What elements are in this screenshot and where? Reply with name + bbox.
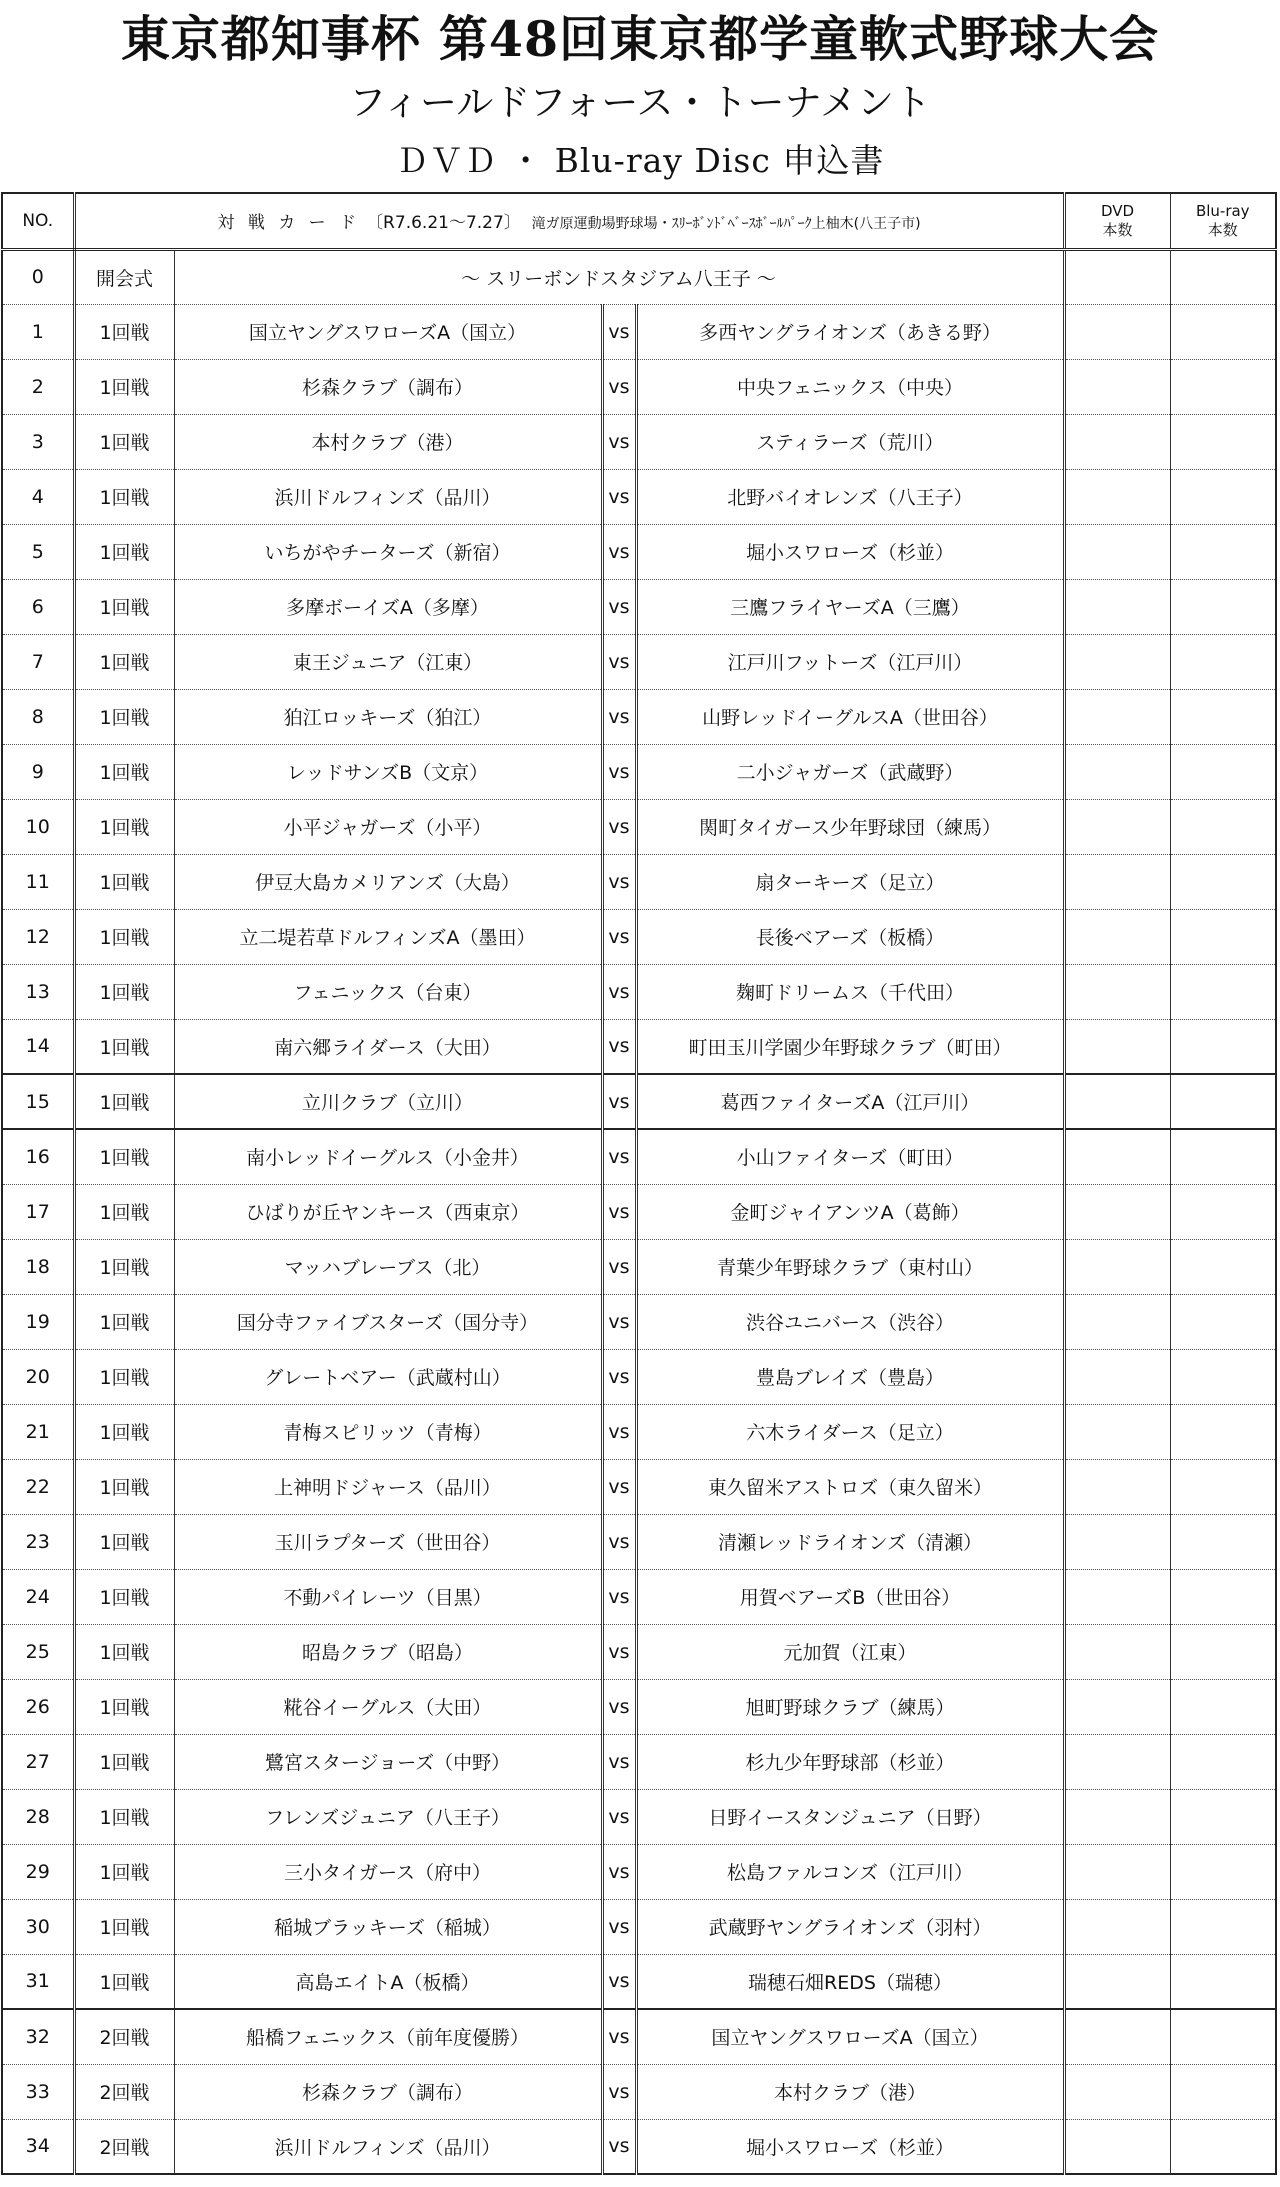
dvd-quantity-cell[interactable]	[1064, 1129, 1170, 1184]
match-row	[2, 689, 1276, 744]
home-team: 浜川ドルフィンズ（品川）	[174, 2119, 602, 2174]
row-number: 11	[2, 854, 74, 909]
home-team: マッハブレーブス（北）	[174, 1239, 602, 1294]
vs-label: vs	[602, 909, 636, 964]
vs-label: vs	[602, 1074, 636, 1129]
bluray-quantity-cell[interactable]	[1170, 1404, 1276, 1459]
dvd-quantity-cell[interactable]	[1064, 469, 1170, 524]
match-row	[2, 1129, 1276, 1184]
home-team: 小平ジャガーズ（小平）	[174, 799, 602, 854]
row-number: 1	[2, 304, 74, 359]
away-team: 用賀ベアーズB（世田谷）	[636, 1569, 1064, 1624]
home-team: 高島エイトA（板橋）	[174, 1954, 602, 2009]
home-team: 糀谷イーグルス（大田）	[174, 1679, 602, 1734]
match-row	[2, 2009, 1276, 2064]
home-team: 多摩ボーイズA（多摩）	[174, 579, 602, 634]
row-number: 5	[2, 524, 74, 579]
bluray-quantity-cell[interactable]	[1170, 1844, 1276, 1899]
match-row	[2, 634, 1276, 689]
vs-label: vs	[602, 1514, 636, 1569]
home-team: 狛江ロッキーズ（狛江）	[174, 689, 602, 744]
row-number: 4	[2, 469, 74, 524]
match-row	[2, 1019, 1276, 1074]
row-round: 1回戦	[74, 854, 174, 909]
bluray-quantity-cell[interactable]	[1170, 579, 1276, 634]
row-round: 1回戦	[74, 1129, 174, 1184]
home-team: 船橋フェニックス（前年度優勝）	[174, 2009, 602, 2064]
match-row	[2, 2119, 1276, 2174]
dvd-quantity-cell[interactable]	[1064, 1734, 1170, 1789]
home-team: 杉森クラブ（調布）	[174, 2064, 602, 2119]
row-number: 18	[2, 1239, 74, 1294]
row-number: 23	[2, 1514, 74, 1569]
dvd-quantity-cell[interactable]	[1064, 2064, 1170, 2119]
vs-label: vs	[602, 1019, 636, 1074]
home-team: 不動パイレーツ（目黒）	[174, 1569, 602, 1624]
away-team: 元加賀（江東）	[636, 1624, 1064, 1679]
home-team: 国立ヤングスワローズA（国立）	[174, 304, 602, 359]
bluray-quantity-cell[interactable]	[1170, 1074, 1276, 1129]
bluray-quantity-cell[interactable]	[1170, 469, 1276, 524]
home-team: 上神明ドジャース（品川）	[174, 1459, 602, 1514]
away-team: 堀小スワローズ（杉並）	[636, 524, 1064, 579]
bluray-quantity-cell[interactable]	[1170, 744, 1276, 799]
dvd-quantity-cell[interactable]	[1064, 799, 1170, 854]
dvd-quantity-cell[interactable]	[1064, 579, 1170, 634]
match-row	[2, 799, 1276, 854]
match-row	[2, 1899, 1276, 1954]
bluray-quantity-cell[interactable]	[1170, 2119, 1276, 2174]
row-number: 29	[2, 1844, 74, 1899]
row-round: 1回戦	[74, 1294, 174, 1349]
away-team: 二小ジャガーズ（武蔵野）	[636, 744, 1064, 799]
match-row	[2, 1789, 1276, 1844]
row-round: 1回戦	[74, 1514, 174, 1569]
away-team: 三鷹フライヤーズA（三鷹）	[636, 579, 1064, 634]
vs-label: vs	[602, 1404, 636, 1459]
vs-label: vs	[602, 1899, 636, 1954]
dvd-quantity-cell[interactable]	[1064, 1459, 1170, 1514]
opening-ceremony-row	[2, 249, 1276, 304]
vs-label: vs	[602, 1789, 636, 1844]
away-team: 日野イースタンジュニア（日野）	[636, 1789, 1064, 1844]
row-round: 1回戦	[74, 1679, 174, 1734]
row-number: 34	[2, 2119, 74, 2174]
away-team: 中央フェニックス（中央）	[636, 359, 1064, 414]
row-round: 1回戦	[74, 1789, 174, 1844]
tournament-title: 東京都知事杯 第48回東京都学童軟式野球大会	[120, 10, 1160, 68]
row-number: 32	[2, 2009, 74, 2064]
row-number: 12	[2, 909, 74, 964]
dvd-quantity-cell[interactable]	[1064, 909, 1170, 964]
bluray-quantity-cell[interactable]	[1170, 909, 1276, 964]
bluray-quantity-cell[interactable]	[1170, 524, 1276, 579]
vs-label: vs	[602, 2009, 636, 2064]
bluray-quantity-cell[interactable]	[1170, 634, 1276, 689]
away-team: 渋谷ユニバース（渋谷）	[636, 1294, 1064, 1349]
match-row	[2, 909, 1276, 964]
vs-label: vs	[602, 524, 636, 579]
row-number: 7	[2, 634, 74, 689]
away-team: 江戸川フットーズ（江戸川）	[636, 634, 1064, 689]
dvd-quantity-cell[interactable]	[1064, 1074, 1170, 1129]
header-period: 〔R7.6.21～7.27〕	[366, 213, 521, 234]
match-row	[2, 359, 1276, 414]
away-team: 扇ターキーズ（足立）	[636, 854, 1064, 909]
row-number: 26	[2, 1679, 74, 1734]
row-round: 1回戦	[74, 799, 174, 854]
dvd-quantity-cell[interactable]	[1064, 1844, 1170, 1899]
dvd-quantity-cell[interactable]	[1064, 1019, 1170, 1074]
bluray-quantity-cell[interactable]	[1170, 1514, 1276, 1569]
row-number: 20	[2, 1349, 74, 1404]
vs-label: vs	[602, 469, 636, 524]
table-header-row	[2, 193, 1276, 249]
dvd-quantity-cell[interactable]	[1064, 2009, 1170, 2064]
match-row	[2, 1349, 1276, 1404]
row-round: 1回戦	[74, 1239, 174, 1294]
match-row	[2, 1404, 1276, 1459]
row-round: 1回戦	[74, 579, 174, 634]
away-team: 町田玉川学園少年野球クラブ（町田）	[636, 1019, 1064, 1074]
row-round: 1回戦	[74, 359, 174, 414]
match-row	[2, 1074, 1276, 1129]
match-row	[2, 744, 1276, 799]
away-team: 清瀬レッドライオンズ（清瀬）	[636, 1514, 1064, 1569]
header-bluray-count	[1170, 193, 1276, 249]
vs-label: vs	[602, 304, 636, 359]
dvd-quantity-cell[interactable]	[1064, 1239, 1170, 1294]
row-number: 19	[2, 1294, 74, 1349]
match-row	[2, 1954, 1276, 2009]
row-round: 1回戦	[74, 1404, 174, 1459]
bluray-quantity-cell[interactable]	[1170, 1459, 1276, 1514]
row-round: 1回戦	[74, 689, 174, 744]
dvd-quantity-cell[interactable]	[1064, 634, 1170, 689]
row-round: 開会式	[74, 249, 174, 304]
bluray-quantity-cell[interactable]	[1170, 1954, 1276, 2009]
bluray-quantity-cell[interactable]	[1170, 1184, 1276, 1239]
dvd-quantity-cell[interactable]	[1064, 2119, 1170, 2174]
match-row	[2, 2064, 1276, 2119]
away-team: スティラーズ（荒川）	[636, 414, 1064, 469]
bluray-quantity-cell[interactable]	[1170, 249, 1276, 304]
match-row	[2, 1239, 1276, 1294]
match-row	[2, 1184, 1276, 1239]
bluray-quantity-cell[interactable]	[1170, 1624, 1276, 1679]
bluray-quantity-cell[interactable]	[1170, 304, 1276, 359]
away-team: 長後ベアーズ（板橋）	[636, 909, 1064, 964]
home-team: 立川クラブ（立川）	[174, 1074, 602, 1129]
header-bluray-unit: 本数	[1207, 220, 1238, 239]
away-team: 多西ヤングライオンズ（あきる野）	[636, 304, 1064, 359]
home-team: フェニックス（台東）	[174, 964, 602, 1019]
bluray-quantity-cell[interactable]	[1170, 1294, 1276, 1349]
row-round: 1回戦	[74, 909, 174, 964]
away-team: 関町タイガース少年野球団（練馬）	[636, 799, 1064, 854]
row-number: 13	[2, 964, 74, 1019]
order-table	[1, 192, 1277, 2175]
dvd-quantity-cell[interactable]	[1064, 1349, 1170, 1404]
vs-label: vs	[602, 414, 636, 469]
vs-label: vs	[602, 689, 636, 744]
row-round: 1回戦	[74, 1459, 174, 1514]
row-number: 2	[2, 359, 74, 414]
bluray-quantity-cell[interactable]	[1170, 854, 1276, 909]
row-number: 24	[2, 1569, 74, 1624]
row-round: 1回戦	[74, 964, 174, 1019]
bluray-quantity-cell[interactable]	[1170, 1789, 1276, 1844]
header-card-label: 対 戦 カ ー ド	[217, 213, 361, 234]
row-round: 1回戦	[74, 1074, 174, 1129]
dvd-quantity-cell[interactable]	[1064, 1514, 1170, 1569]
dvd-quantity-cell[interactable]	[1064, 1954, 1170, 2009]
away-team: 国立ヤングスワローズA（国立）	[636, 2009, 1064, 2064]
header-match-card	[74, 193, 1064, 249]
row-round: 2回戦	[74, 2064, 174, 2119]
vs-label: vs	[602, 1679, 636, 1734]
bluray-quantity-cell[interactable]	[1170, 2009, 1276, 2064]
away-team: 金町ジャイアンツA（葛飾）	[636, 1184, 1064, 1239]
dvd-quantity-cell[interactable]	[1064, 689, 1170, 744]
row-round: 1回戦	[74, 1954, 174, 2009]
home-team: 国分寺ファイブスターズ（国分寺）	[174, 1294, 602, 1349]
bluray-quantity-cell[interactable]	[1170, 964, 1276, 1019]
header-no: NO.	[2, 193, 74, 249]
vs-label: vs	[602, 744, 636, 799]
match-row	[2, 414, 1276, 469]
row-round: 1回戦	[74, 744, 174, 799]
dvd-quantity-cell[interactable]	[1064, 1294, 1170, 1349]
row-round: 1回戦	[74, 524, 174, 579]
vs-label: vs	[602, 854, 636, 909]
match-row	[2, 579, 1276, 634]
match-row	[2, 304, 1276, 359]
row-round: 1回戦	[74, 1844, 174, 1899]
away-team: 本村クラブ（港）	[636, 2064, 1064, 2119]
home-team: 浜川ドルフィンズ（品川）	[174, 469, 602, 524]
vs-label: vs	[602, 799, 636, 854]
row-number: 30	[2, 1899, 74, 1954]
home-team: ひばりが丘ヤンキース（西東京）	[174, 1184, 602, 1239]
row-number: 15	[2, 1074, 74, 1129]
away-team: 松島ファルコンズ（江戸川）	[636, 1844, 1064, 1899]
home-team: 南小レッドイーグルス（小金井）	[174, 1129, 602, 1184]
home-team: 玉川ラプターズ（世田谷）	[174, 1514, 602, 1569]
bluray-quantity-cell[interactable]	[1170, 1349, 1276, 1404]
away-team: 堀小スワローズ（杉並）	[636, 2119, 1064, 2174]
row-number: 8	[2, 689, 74, 744]
row-round: 1回戦	[74, 634, 174, 689]
home-team: 三小タイガース（府中）	[174, 1844, 602, 1899]
match-row	[2, 1734, 1276, 1789]
bluray-quantity-cell[interactable]	[1170, 1899, 1276, 1954]
match-row	[2, 854, 1276, 909]
away-team: 小山ファイターズ（町田）	[636, 1129, 1064, 1184]
vs-label: vs	[602, 634, 636, 689]
header-dvd-label: DVD	[1100, 201, 1135, 220]
match-row	[2, 1624, 1276, 1679]
row-round: 1回戦	[74, 414, 174, 469]
home-team: グレートベアー（武蔵村山）	[174, 1349, 602, 1404]
away-team: 杉九少年野球部（杉並）	[636, 1734, 1064, 1789]
home-team: いちがやチーターズ（新宿）	[174, 524, 602, 579]
dvd-quantity-cell[interactable]	[1064, 1624, 1170, 1679]
row-number: 10	[2, 799, 74, 854]
away-team: 山野レッドイーグルスA（世田谷）	[636, 689, 1064, 744]
row-number: 9	[2, 744, 74, 799]
dvd-quantity-cell[interactable]	[1064, 524, 1170, 579]
vs-label: vs	[602, 1239, 636, 1294]
bluray-quantity-cell[interactable]	[1170, 1129, 1276, 1184]
home-team: 稲城ブラッキーズ（稲城）	[174, 1899, 602, 1954]
away-team: 瑞穂石畑REDS（瑞穂）	[636, 1954, 1064, 2009]
home-team: 本村クラブ（港）	[174, 414, 602, 469]
row-number: 0	[2, 249, 74, 304]
vs-label: vs	[602, 2119, 636, 2174]
tournament-subtitle: フィールドフォース・トーナメント	[348, 81, 931, 124]
dvd-quantity-cell[interactable]	[1064, 249, 1170, 304]
dvd-quantity-cell[interactable]	[1064, 1404, 1170, 1459]
vs-label: vs	[602, 1184, 636, 1239]
match-row	[2, 1514, 1276, 1569]
vs-label: vs	[602, 1734, 636, 1789]
bluray-quantity-cell[interactable]	[1170, 1679, 1276, 1734]
row-number: 16	[2, 1129, 74, 1184]
row-round: 1回戦	[74, 1734, 174, 1789]
home-team: フレンズジュニア（八王子）	[174, 1789, 602, 1844]
row-round: 1回戦	[74, 1349, 174, 1404]
vs-label: vs	[602, 1624, 636, 1679]
header-venues: 滝ガ原運動場野球場・ｽﾘｰﾎﾞﾝﾄﾞﾍﾞｰｽﾎﾞｰﾙﾊﾟｰｸ上柚木(八王子市)	[531, 216, 921, 233]
row-number: 6	[2, 579, 74, 634]
vs-label: vs	[602, 2064, 636, 2119]
bluray-quantity-cell[interactable]	[1170, 1734, 1276, 1789]
home-team: 伊豆大島カメリアンズ（大島）	[174, 854, 602, 909]
vs-label: vs	[602, 579, 636, 634]
away-team: 北野バイオレンズ（八王子）	[636, 469, 1064, 524]
dvd-quantity-cell[interactable]	[1064, 854, 1170, 909]
row-round: 1回戦	[74, 1624, 174, 1679]
bluray-quantity-cell[interactable]	[1170, 799, 1276, 854]
vs-label: vs	[602, 1459, 636, 1514]
row-round: 2回戦	[74, 2009, 174, 2064]
row-round: 2回戦	[74, 2119, 174, 2174]
header-dvd-unit: 本数	[1102, 220, 1133, 239]
bluray-quantity-cell[interactable]	[1170, 2064, 1276, 2119]
row-number: 25	[2, 1624, 74, 1679]
vs-label: vs	[602, 964, 636, 1019]
home-team: レッドサンズB（文京）	[174, 744, 602, 799]
home-team: 青梅スピリッツ（青梅）	[174, 1404, 602, 1459]
header-bluray-label: Blu-ray	[1195, 201, 1250, 220]
home-team: 鷺宮スタージョーズ（中野）	[174, 1734, 602, 1789]
match-row	[2, 1459, 1276, 1514]
dvd-quantity-cell[interactable]	[1064, 964, 1170, 1019]
row-number: 33	[2, 2064, 74, 2119]
dvd-quantity-cell[interactable]	[1064, 1679, 1170, 1734]
match-row	[2, 1294, 1276, 1349]
bluray-quantity-cell[interactable]	[1170, 359, 1276, 414]
dvd-quantity-cell[interactable]	[1064, 1899, 1170, 1954]
match-row	[2, 1844, 1276, 1899]
away-team: 葛西ファイターズA（江戸川）	[636, 1074, 1064, 1129]
vs-label: vs	[602, 1294, 636, 1349]
bluray-quantity-cell[interactable]	[1170, 1569, 1276, 1624]
away-team: 六木ライダース（足立）	[636, 1404, 1064, 1459]
form-header	[0, 0, 1280, 190]
away-team: 武蔵野ヤングライオンズ（羽村）	[636, 1899, 1064, 1954]
bluray-quantity-cell[interactable]	[1170, 414, 1276, 469]
row-round: 1回戦	[74, 1019, 174, 1074]
row-number: 14	[2, 1019, 74, 1074]
opening-venue: ～ スリーボンドスタジアム八王子 ～	[174, 249, 1064, 304]
vs-label: vs	[602, 1129, 636, 1184]
row-number: 3	[2, 414, 74, 469]
match-row	[2, 1569, 1276, 1624]
row-number: 22	[2, 1459, 74, 1514]
match-row	[2, 964, 1276, 1019]
row-round: 1回戦	[74, 1899, 174, 1954]
row-number: 28	[2, 1789, 74, 1844]
row-round: 1回戦	[74, 1569, 174, 1624]
row-round: 1回戦	[74, 304, 174, 359]
home-team: 立二堤若草ドルフィンズA（墨田）	[174, 909, 602, 964]
header-dvd-count	[1064, 193, 1170, 249]
bluray-quantity-cell[interactable]	[1170, 1019, 1276, 1074]
dvd-quantity-cell[interactable]	[1064, 1569, 1170, 1624]
home-team: 昭島クラブ（昭島）	[174, 1624, 602, 1679]
home-team: 東王ジュニア（江東）	[174, 634, 602, 689]
vs-label: vs	[602, 359, 636, 414]
away-team: 旭町野球クラブ（練馬）	[636, 1679, 1064, 1734]
vs-label: vs	[602, 1844, 636, 1899]
away-team: 東久留米アストロズ（東久留米）	[636, 1459, 1064, 1514]
dvd-quantity-cell[interactable]	[1064, 359, 1170, 414]
away-team: 麹町ドリームス（千代田）	[636, 964, 1064, 1019]
away-team: 青葉少年野球クラブ（東村山）	[636, 1239, 1064, 1294]
bluray-quantity-cell[interactable]	[1170, 689, 1276, 744]
row-round: 1回戦	[74, 1184, 174, 1239]
match-row	[2, 1679, 1276, 1734]
match-row	[2, 469, 1276, 524]
bluray-quantity-cell[interactable]	[1170, 1239, 1276, 1294]
home-team: 南六郷ライダース（大田）	[174, 1019, 602, 1074]
row-number: 31	[2, 1954, 74, 2009]
vs-label: vs	[602, 1569, 636, 1624]
vs-label: vs	[602, 1349, 636, 1404]
dvd-quantity-cell[interactable]	[1064, 1789, 1170, 1844]
row-number: 21	[2, 1404, 74, 1459]
away-team: 豊島ブレイズ（豊島）	[636, 1349, 1064, 1404]
dvd-quantity-cell[interactable]	[1064, 1184, 1170, 1239]
row-number: 17	[2, 1184, 74, 1239]
row-number: 27	[2, 1734, 74, 1789]
vs-label: vs	[602, 1954, 636, 2009]
order-form-title: ＤＶＤ ・ Blu-ray Disc 申込書	[395, 141, 885, 180]
dvd-quantity-cell[interactable]	[1064, 744, 1170, 799]
match-row	[2, 524, 1276, 579]
dvd-quantity-cell[interactable]	[1064, 304, 1170, 359]
dvd-quantity-cell[interactable]	[1064, 414, 1170, 469]
row-round: 1回戦	[74, 469, 174, 524]
home-team: 杉森クラブ（調布）	[174, 359, 602, 414]
